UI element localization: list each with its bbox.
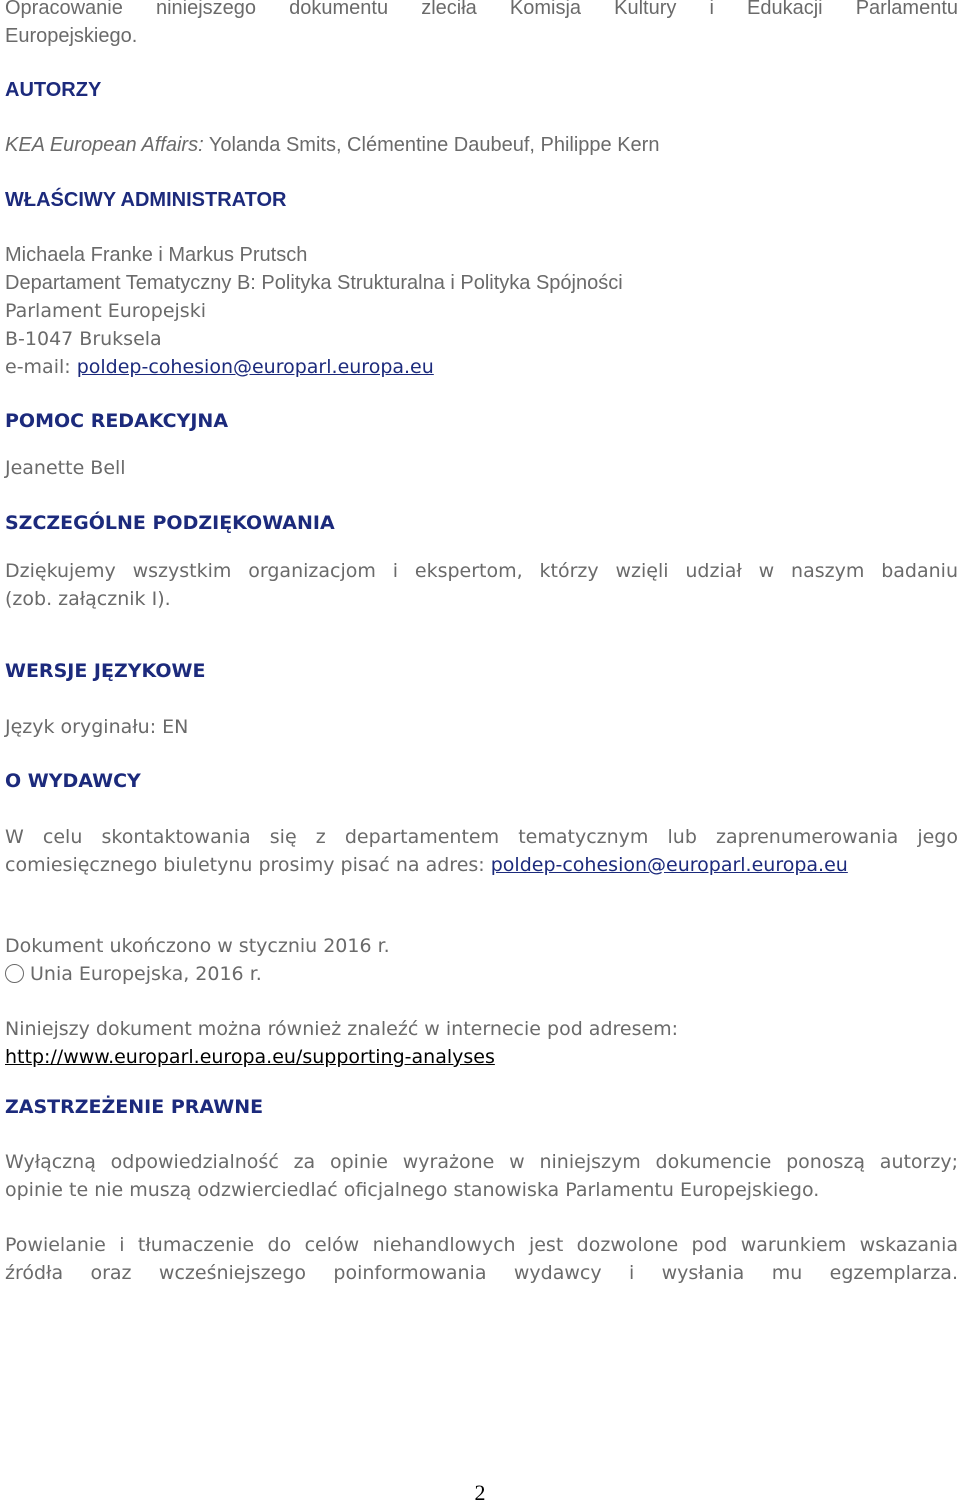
online-url-link[interactable]: http://www.europarl.europa.eu/supporting-analyses [5,1046,495,1068]
publisher-heading: O WYDAWCY [5,770,141,792]
thanks-line-1: Dziękujemy wszystkim organizacjom i ekspertom, którzy wzięli udział w naszym badaniu [5,560,958,582]
intro-line-1: Opracowanie niniejszego dokumentu zleciła Komisja Kultury i Edukacji Parlamentu [5,0,958,19]
administrator-email-link[interactable]: poldep-cohesion@europarl.europa.eu [76,356,434,378]
authors-heading: AUTORZY [5,79,102,101]
copyright-line [5,960,262,988]
online-text: Niniejszy dokument można również znaleźć w internecie pod adresem: [5,1018,679,1040]
publisher-line-1: W celu skontaktowania się z departamentem tematycznym lub zaprenumerowania jego [5,826,958,848]
disclaimer-p1-line-1: Wyłączną odpowiedzialność za opinie wyrażone w niniejszym dokumencie ponoszą autorzy; [5,1151,958,1173]
page-number: 2 [474,1480,486,1505]
disclaimer-p2-line-2: źródła oraz wcześniejszego poinformowania wydawcy i wysłania mu egzemplarza. [5,1262,958,1284]
administrator-department: Departament Tematyczny B: Polityka Strukturalna i Polityka Spójności [5,272,623,294]
languages-original: Język oryginału: EN [5,716,189,738]
copyright-text: Unia Europejska, 2016 r. [30,963,262,985]
editorial-heading: POMOC REDAKCYJNA [5,410,229,432]
languages-heading: WERSJE JĘZYKOWE [5,660,206,682]
copyright-icon [5,964,24,983]
administrator-heading: WŁAŚCIWY ADMINISTRATOR [5,189,287,211]
email-label: e-mail: [5,356,77,378]
thanks-heading: SZCZEGÓLNE PODZIĘKOWANIA [5,512,335,534]
authors-org: KEA European Affairs: [5,134,204,156]
disclaimer-p1-line-2: opinie te nie muszą odzwierciedlać oficjalnego stanowiska Parlamentu Europejskiego. [5,1179,820,1201]
administrator-city: B-1047 Bruksela [5,328,162,350]
authors-line [5,131,659,159]
administrator-institution: Parlament Europejski [5,300,206,322]
publisher-email-link[interactable]: poldep-cohesion@europarl.europa.eu [490,854,848,876]
disclaimer-heading: ZASTRZEŻENIE PRAWNE [5,1096,264,1118]
administrator-email-line [5,353,434,381]
disclaimer-p2-line-1: Powielanie i tłumaczenie do celów niehandlowych jest dozwolone pod warunkiem wskazania [5,1234,958,1256]
online-url-line [5,1043,495,1071]
publisher-line-2 [5,851,848,879]
intro-line-2: Europejskiego. [5,25,138,47]
administrator-names: Michaela Franke i Markus Prutsch [5,244,308,266]
authors-names: Yolanda Smits, Clémentine Daubeuf, Philippe Kern [203,134,660,156]
editorial-name: Jeanette Bell [5,457,126,479]
thanks-line-2: (zob. załącznik I). [5,588,171,610]
completed-date: Dokument ukończono w styczniu 2016 r. [5,935,390,957]
publisher-text: comiesięcznego biuletynu prosimy pisać na adres: [5,854,491,876]
